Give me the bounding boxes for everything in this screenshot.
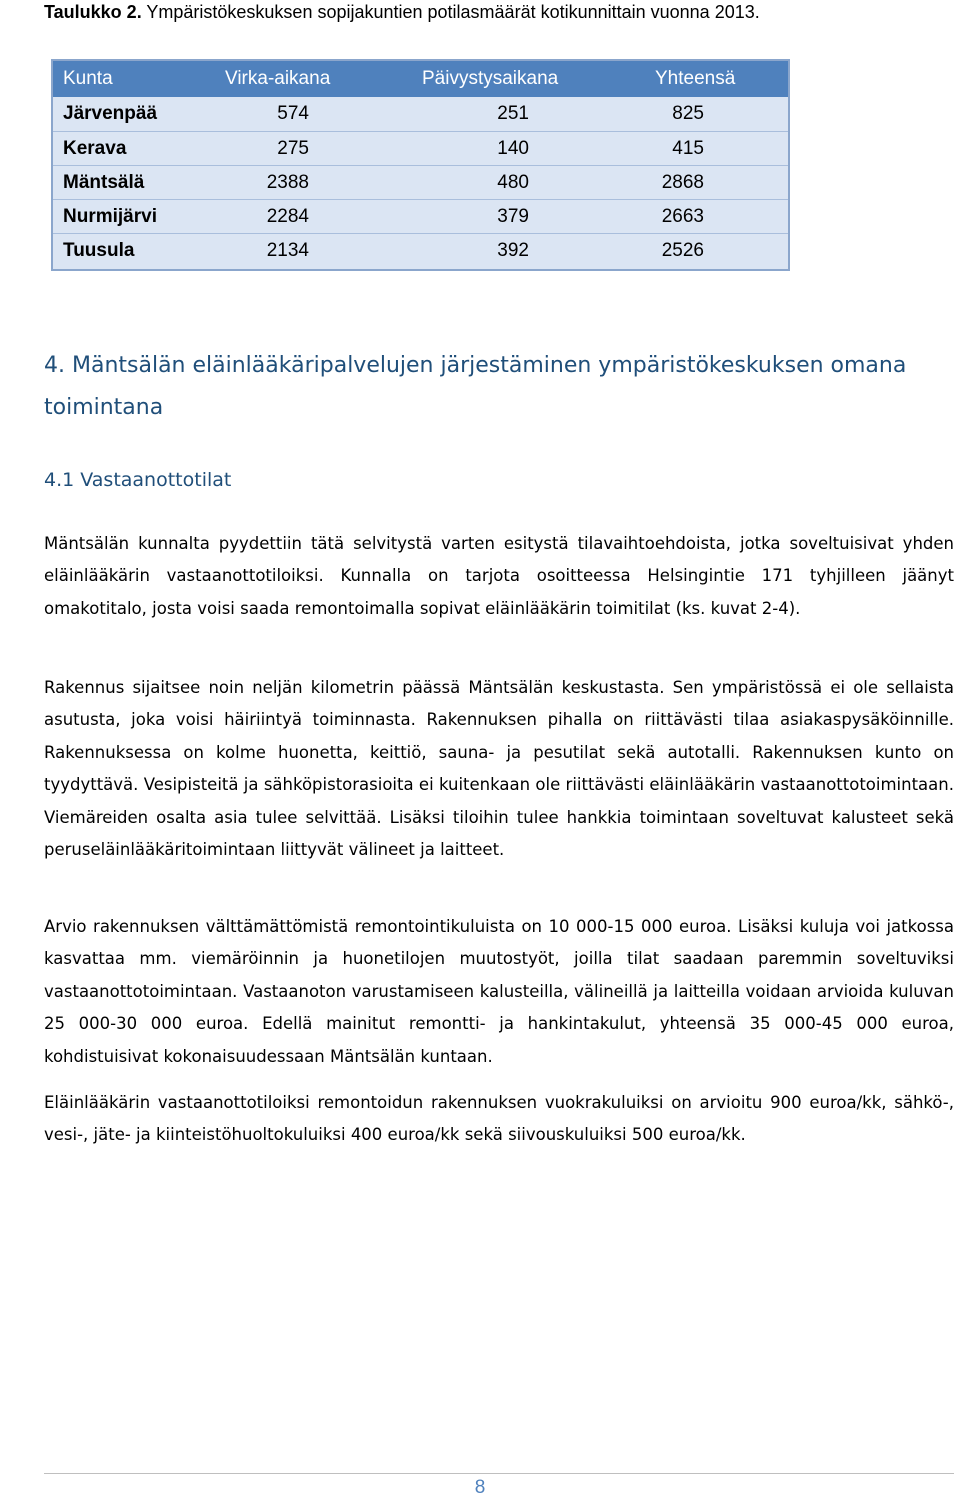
page-number: 8	[474, 1477, 486, 1498]
cell-office-hours: 2284	[266, 206, 309, 227]
patient-count-table	[51, 59, 790, 271]
table-header-row	[53, 61, 788, 97]
cell-municipality: Järvenpää	[63, 103, 158, 124]
cell-on-call: 392	[497, 240, 529, 261]
table-row	[53, 233, 788, 268]
cell-total: 2868	[661, 172, 704, 193]
header-cell-virka-aikana: Virka-aikana	[225, 68, 331, 89]
cell-total: 415	[672, 138, 704, 159]
table-row	[53, 97, 788, 131]
cell-office-hours: 2134	[266, 240, 309, 261]
footer-divider	[44, 1473, 954, 1474]
cell-total: 2663	[661, 206, 704, 227]
table-caption	[44, 0, 760, 24]
cell-on-call: 480	[497, 172, 529, 193]
body-paragraph: Rakennus sijaitsee noin neljän kilometrin päässä Mäntsälän keskustasta. Sen ympäristössä ei ole sellaista asutusta, joka voisi häiriintyä toiminnasta. Rakennuksen pihalla on riittävästi tilaa asiakaspysäköinnille. Rakennuksessa on kolme huonetta, keittiö, sauna- ja pesutilat sekä autotalli. Rakennuksen kunto on tyydyttävä. Vesipisteitä ja sähköpistorasioita ei kuitenkaan ole riittävästi eläinlääkärin vastaanottotoimintaan. Viemäreiden osalta asia tulee selvittää. Lisäksi tiloihin tulee hankkia toimintaan soveltuvat kalusteet sekä peruseläinlääkäritoimintaan liittyvät välineet ja laitteet.	[44, 678, 954, 860]
subsection-heading: 4.1 Vastaanottotilat	[44, 469, 232, 491]
cell-office-hours: 574	[277, 103, 309, 124]
header-cell-kunta: Kunta	[63, 68, 113, 89]
cell-municipality: Kerava	[63, 138, 127, 159]
cell-municipality: Tuusula	[63, 240, 135, 261]
table-row	[53, 131, 788, 166]
body-paragraph: Mäntsälän kunnalta pyydettiin tätä selvitystä varten esitystä tilavaihtoehdoista, jotka soveltuisivat yhden eläinlääkärin vastaanottotiloiksi. Kunnalla on tarjota osoitteessa Helsingintie 171 tyhjilleen jäänyt omakotitalo, josta voisi saada remontoimalla sopivat eläinlääkärin toimitilat (ks. kuvat 2-4).	[44, 534, 954, 618]
section-heading: 4. Mäntsälän eläinlääkäripalvelujen järjestäminen ympäristökeskuksen omana toimintana	[44, 353, 907, 420]
table-caption-text: Ympäristökeskuksen sopijakuntien potilasmäärät kotikunnittain vuonna 2013.	[141, 2, 760, 22]
header-cell-paivystysaikana: Päivystysaikana	[422, 68, 559, 89]
cell-municipality: Mäntsälä	[63, 172, 145, 193]
cell-on-call: 379	[497, 206, 529, 227]
header-cell-yhteensa: Yhteensä	[655, 68, 736, 89]
body-paragraph: Eläinlääkärin vastaanottotiloiksi remontoidun rakennuksen vuokrakuluiksi on arvioitu 900 euroa/kk, sähkö-, vesi-, jäte- ja kiinteistöhuoltokuluiksi 400 euroa/kk sekä siivouskuluiksi 500 euroa/kk.	[44, 1093, 954, 1145]
cell-total: 2526	[661, 240, 704, 261]
cell-office-hours: 2388	[266, 172, 309, 193]
cell-on-call: 251	[497, 103, 529, 124]
cell-municipality: Nurmijärvi	[63, 206, 157, 227]
table-row	[53, 199, 788, 234]
table-caption-label: Taulukko 2.	[44, 2, 142, 22]
cell-total: 825	[672, 103, 704, 124]
body-paragraph: Arvio rakennuksen välttämättömistä remontointikuluista on 10 000-15 000 euroa. Lisäksi kuluja voi jatkossa kasvattaa mm. viemäröinnin ja huonetilojen muutostyöt, joilla tilat saadaan paremmin soveltuviksi vastaanottotoimintaan. Vastaanoton varustamiseen kalusteilla, välineillä ja laitteilla voidaan arvioida kuluvan 25 000-30 000 euroa. Edellä mainitut remontti- ja hankintakulut, yhteensä 35 000-45 000 euroa, kohdistuisivat kokonaisuudessaan Mäntsälän kuntaan.	[44, 917, 954, 1066]
cell-office-hours: 275	[277, 138, 309, 159]
cell-on-call: 140	[497, 138, 529, 159]
table-row	[53, 165, 788, 200]
